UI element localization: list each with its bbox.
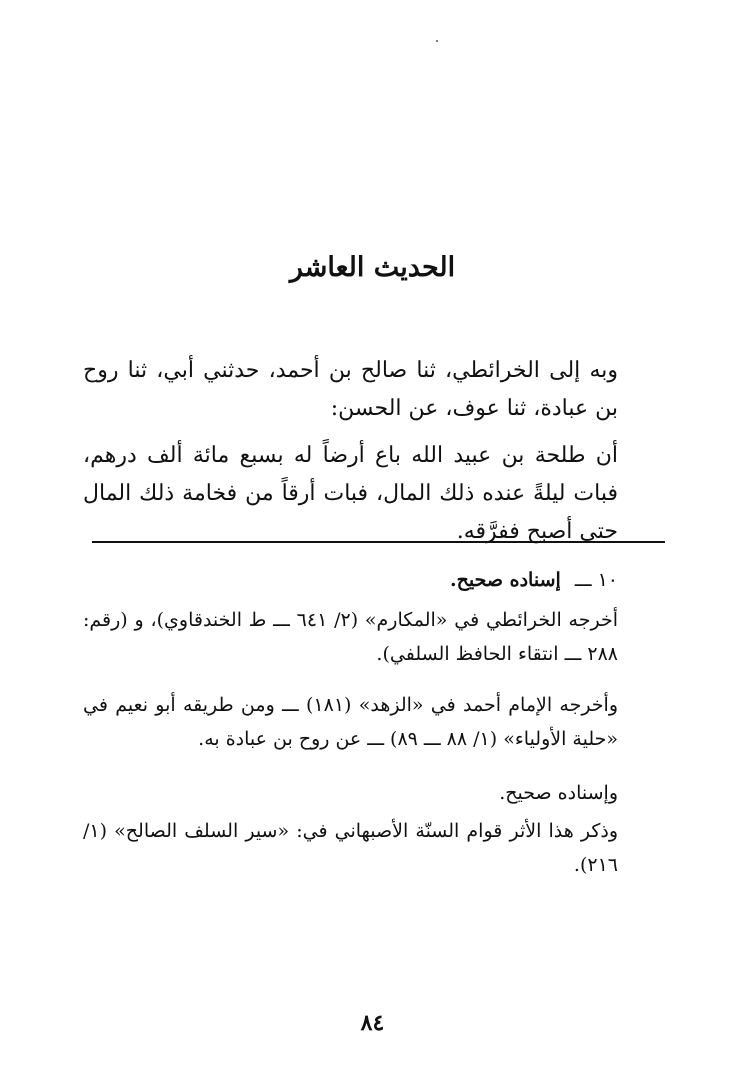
footnote-line-2: وأخرجه الإمام أحمد في «الزهد» (١٨١) ـــ ومن طريقه أبو نعيم في «حلية الأولياء» (١/ ٨٨ ـــ ٨٩) ـــ عن روح بن عبادة به. (83, 694, 618, 750)
footnote-number: ١٠ ـــ (574, 569, 618, 591)
footnote-separator (92, 541, 665, 543)
footnote-line-3: وإسناده صحيح. (499, 782, 618, 804)
footnote-line-1: أخرجه الخرائطي في «المكارم» (٢/ ٦٤١ ـــ ط الخندقاوي)، و (رقم: ٢٨٨ ـــ انتقاء الحافظ السلفي). (83, 609, 618, 665)
hadith-chain-paragraph: وبه إلى الخرائطي، ثنا صالح بن أحمد، حدثني أبي، ثنا روح بن عبادة، ثنا عوف، عن الحسن: (83, 358, 618, 421)
footnote-status: إسناده صحيح. (450, 569, 561, 591)
page-number: ٨٤ (360, 1010, 385, 1036)
scan-speck (436, 40, 438, 42)
footnote-line-4: وذكر هذا الأثر قوام السنّة الأصبهاني في: «سير السلف الصالح» (١/ ٢١٦). (83, 820, 618, 876)
footnote-heading (83, 563, 618, 597)
chapter-title: الحديث العاشر (289, 252, 456, 283)
hadith-text-paragraph: أن طلحة بن عبيد الله باع أرضاً له بسبع مائة ألف درهم، فبات ليلةً عنده ذلك المال، فبات أرقاً من فخامة ذلك المال حتى أصبح ففرَّقه. (83, 443, 618, 544)
